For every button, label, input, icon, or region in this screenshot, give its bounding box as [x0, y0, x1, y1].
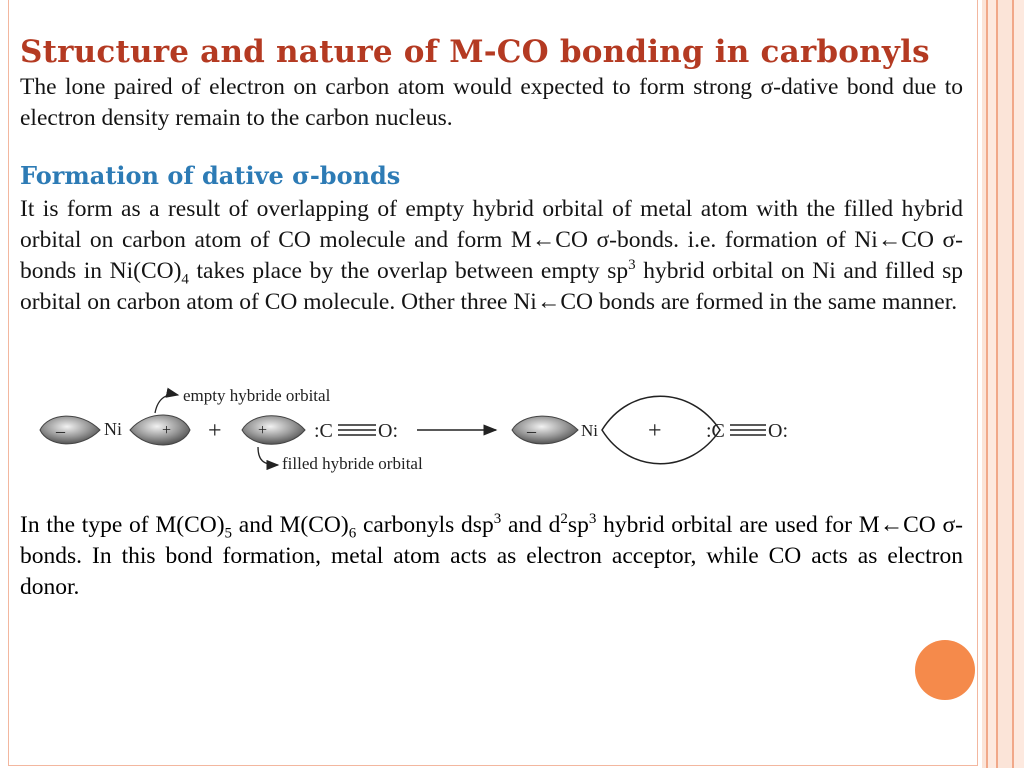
ni-plus-sign: +	[162, 422, 172, 439]
oxygen-label: O:	[378, 420, 398, 442]
overlap-plus-sign: +	[648, 418, 662, 444]
plus-sign: +	[208, 418, 222, 444]
bottom-section	[20, 510, 963, 603]
bottom-sup-d: 2	[560, 511, 568, 528]
section-text-1: It is form as a result of overlapping of empty hybrid orbital of metal atom with the filled hybrid orbital on carbon atom of CO molecule and form M←CO σ-bonds. i.e. formation of Ni←CO σ-bonds in Ni(CO)	[20, 196, 963, 284]
section-superscript: 3	[628, 257, 636, 274]
section-text-3: hybrid orbital on Ni and filled sp orbital on carbon atom of CO molecule. Other three Ni←CO bonds are formed in the same manner.	[20, 258, 963, 315]
bottom-sup-c: 3	[493, 511, 502, 528]
bottom-sub-5: 5	[224, 525, 233, 542]
decorative-stripes	[982, 0, 1024, 768]
bottom-text-d: and d	[501, 512, 561, 538]
section-heading: Formation of dative σ-bonds	[20, 161, 401, 190]
filled-orbital-arrow	[258, 447, 278, 465]
product-minus-sign: –	[527, 421, 536, 441]
empty-orbital-arrow	[155, 395, 178, 413]
intro-paragraph: The lone paired of electron on carbon atom would expected to form strong σ-dative bond due to electron density remain to the carbon nucleus.	[20, 74, 963, 131]
ni-minus-sign: –	[56, 421, 65, 441]
empty-orbital-label: empty hybride orbital	[183, 386, 331, 405]
bottom-text-e: sp	[567, 512, 589, 538]
orbital-overlap-diagram	[30, 385, 810, 485]
carbon-plus-sign: +	[258, 422, 268, 439]
ni-empty-lobe	[130, 415, 190, 445]
product-ni-label: Ni	[581, 421, 598, 440]
ni-label: Ni	[104, 419, 122, 439]
filled-orbital-label: filled hybride orbital	[282, 454, 423, 473]
bottom-text-b: and M(CO)	[232, 512, 349, 538]
carbon-filled-lobe	[242, 416, 305, 445]
slide-content	[20, 32, 963, 318]
product-carbon-label: :C	[706, 420, 725, 442]
section-text-2: takes place by the overlap between empty sp	[188, 258, 629, 284]
section-subscript: 4	[181, 271, 189, 288]
product-ni-lobe	[512, 416, 578, 444]
bottom-text-f: hybrid orbital are used for M←CO σ-bonds. In this bond formation, metal atom acts as electron acceptor, while CO acts as electron donor.	[20, 512, 964, 600]
product-oxygen-label: O:	[768, 420, 788, 442]
accent-circle	[915, 640, 975, 700]
section-paragraph	[20, 194, 963, 318]
slide-title: Structure and nature of M-CO bonding in carbonyls	[20, 34, 930, 70]
carbon-label: :C	[314, 420, 333, 442]
bottom-paragraph	[20, 510, 963, 603]
bottom-text-a: In the type of M(CO)	[20, 512, 225, 538]
bottom-text-c: carbonyls dsp	[356, 512, 494, 538]
ni-negative-lobe	[40, 416, 100, 444]
bottom-sub-6: 6	[348, 525, 357, 542]
bottom-sup-e: 3	[588, 511, 597, 528]
